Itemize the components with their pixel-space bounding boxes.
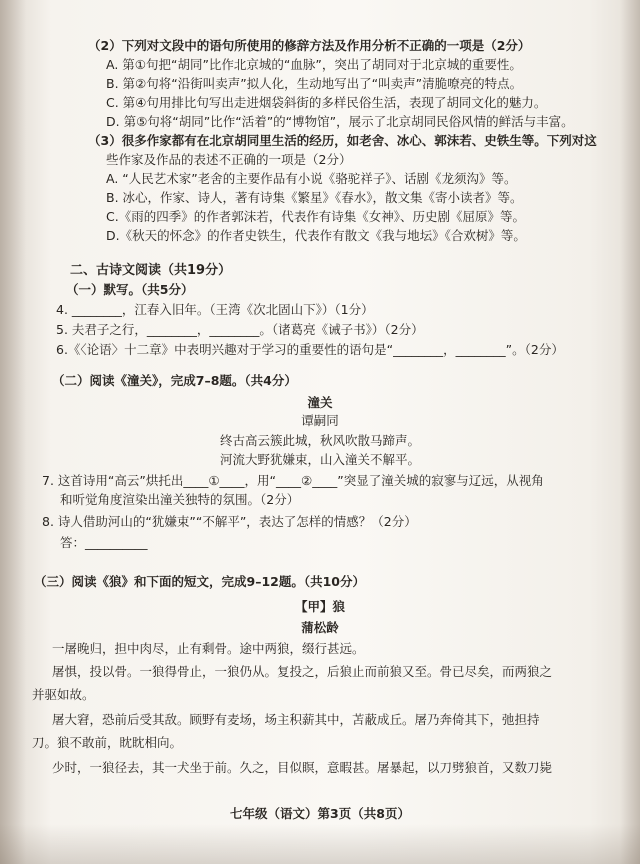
question-2-option-c: C. 第④句用排比句写出走进烟袋斜街的多样民俗生活，表现了胡同文化的魅力。 xyxy=(106,95,547,110)
page-footer: 七年级（语文）第3页（共8页） xyxy=(230,806,410,821)
page-right-shadow xyxy=(620,0,640,864)
poem-line-2: 河流大野犹嫌束，山入潼关不解平。 xyxy=(219,452,420,467)
passage-paragraph-2-line-2: 并驱如故。 xyxy=(32,687,95,702)
question-3-stem-line-2: 些作家及作品的表述不正确的一项是（2分） xyxy=(106,152,352,167)
part-3-title: （三）阅读《狼》和下面的短文，完成9–12题。（共10分） xyxy=(34,574,365,589)
passage-author: 蒲松龄 xyxy=(301,620,339,635)
question-3-option-d: D.《秋天的怀念》的作者史铁生，代表作有散文《我与地坛》《合欢树》等。 xyxy=(106,228,526,243)
question-5: 5. 夫君子之行，________，________。（诸葛亮《诫子书》）（2分） xyxy=(56,322,424,337)
passage-paragraph-4: 少时，一狼径去，其一犬坐于前。久之，目似瞑，意暇甚。屠暴起，以刀劈狼首，又数刀毙 xyxy=(52,760,553,775)
part-1-title: （一）默写。（共5分） xyxy=(66,282,194,297)
passage-title: 【甲】狼 xyxy=(294,599,345,614)
poem-line-1: 终古高云簇此城，秋风吹散马蹄声。 xyxy=(219,433,420,448)
part-2-title: （二）阅读《潼关》，完成7–8题。（共4分） xyxy=(52,373,297,388)
passage-paragraph-1: 一屠晚归，担中肉尽，止有剩骨。途中两狼，缀行甚远。 xyxy=(52,641,365,656)
question-3-option-a: A. “人民艺术家”老舍的主要作品有小说《骆驼祥子》、话剧《龙须沟》等。 xyxy=(106,171,517,186)
page-bottom-shadow xyxy=(0,824,640,864)
question-2-option-a: A. 第①句把“胡同”比作北京城的“血脉”，突出了胡同对于北京城的重要性。 xyxy=(106,57,522,72)
question-7-line-1: 7. 这首诗用“高云”烘托出____①____，用“____②____”突显了潼关城的寂寥与辽远，从视角 xyxy=(42,473,544,488)
question-3-option-c: C.《雨的四季》的作者郭沫若，代表作有诗集《女神》、历史剧《屈原》等。 xyxy=(106,209,525,224)
page-left-shadow xyxy=(0,0,26,864)
question-8: 8. 诗人借助河山的“犹嫌束”“不解平”，表达了怎样的情感？（2分） xyxy=(42,514,417,529)
section-2-title: 二、古诗文阅读（共19分） xyxy=(70,263,232,278)
passage-paragraph-3-line-2: 刀。狼不敢前，眈眈相向。 xyxy=(32,735,183,750)
passage-paragraph-2-line-1: 屠惧，投以骨。一狼得骨止，一狼仍从。复投之，后狼止而前狼又至。骨已尽矣，而两狼之 xyxy=(52,664,553,679)
question-3-stem-line-1: （3）很多作家都有在北京胡同里生活的经历，如老舍、冰心、郭沫若、史铁生等。下列对这 xyxy=(88,133,597,148)
poem-title: 潼关 xyxy=(307,395,333,410)
question-8-answer-line: 答：__________ xyxy=(60,535,148,550)
question-2-option-d: D. 第⑤句将“胡同”比作“活着”的“博物馆”，展示了北京胡同民俗风情的鲜活与丰富。 xyxy=(106,114,574,129)
question-4: 4. ________，江春入旧年。（王湾《次北固山下》）（1分） xyxy=(56,302,374,317)
question-2-option-b: B. 第②句将“沿街叫卖声”拟人化，生动地写出了“叫卖声”清脆嘹亮的特点。 xyxy=(106,76,523,91)
poem-author: 谭嗣同 xyxy=(301,413,339,428)
question-7-line-2: 和听觉角度渲染出潼关独特的氛围。（2分） xyxy=(60,492,300,507)
passage-paragraph-3-line-1: 屠大窘，恐前后受其敌。顾野有麦场，场主积薪其中，苫蔽成丘。屠乃奔倚其下，弛担持 xyxy=(52,712,540,727)
question-2-stem: （2）下列对文段中的语句所使用的修辞方法及作用分析不正确的一项是（2分） xyxy=(88,38,531,53)
question-6: 6.《〈论语〉十二章》中表明兴趣对于学习的重要性的语句是“________，________”。（2分） xyxy=(56,342,564,357)
question-3-option-b: B. 冰心，作家、诗人，著有诗集《繁星》《春水》，散文集《寄小读者》等。 xyxy=(106,190,523,205)
